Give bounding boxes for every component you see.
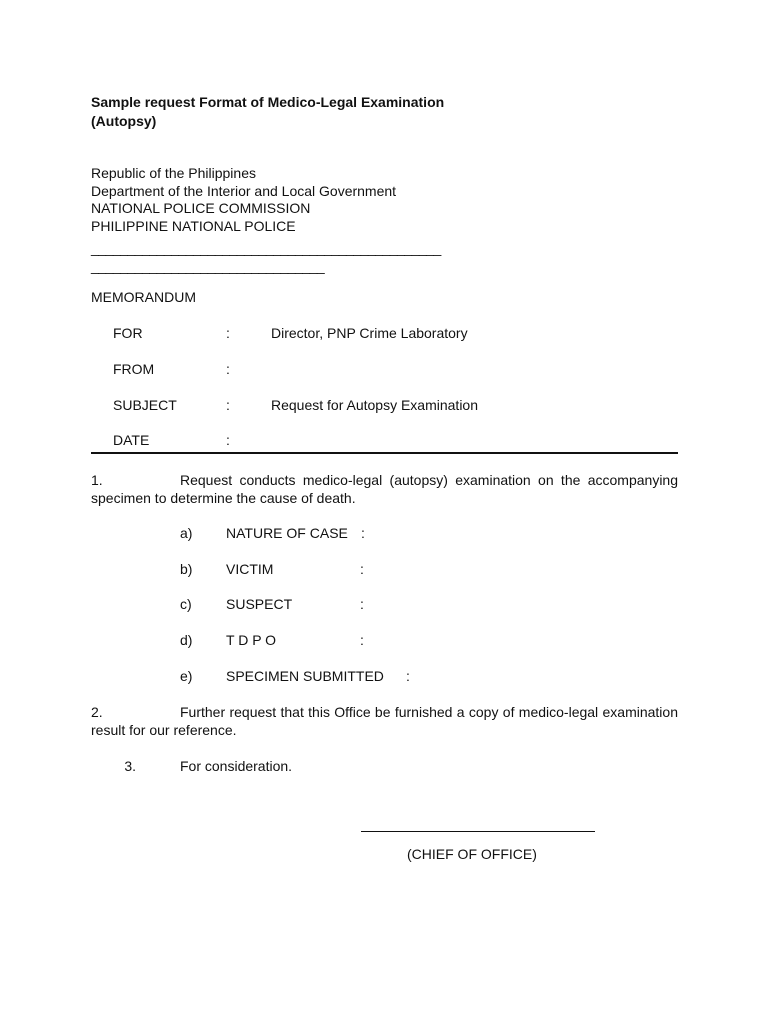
item-colon: : — [360, 561, 364, 577]
title-line-2: (Autopsy) — [91, 113, 157, 129]
item-name: SPECIMEN SUBMITTED — [226, 668, 384, 684]
paragraph-number: 2. — [91, 704, 103, 720]
item-name: VICTIM — [226, 561, 274, 577]
item-letter: d) — [180, 632, 193, 648]
item-name: SUSPECT — [226, 596, 293, 612]
paragraph-3 — [91, 757, 678, 775]
paragraph-text: Further request that this Office be furnished a copy of medico-legal examination result for our reference. — [91, 704, 678, 738]
letterhead — [91, 165, 396, 235]
field-label: FROM — [113, 361, 155, 377]
signature-line — [361, 831, 595, 832]
field-colon: : — [226, 361, 230, 377]
item-letter: a) — [180, 525, 193, 541]
blank-unit-line-2: ________________________________ — [91, 258, 325, 274]
paragraph-number: 1. — [91, 472, 103, 488]
field-colon: : — [226, 397, 230, 413]
field-label: DATE — [113, 432, 150, 448]
item-name: T D P O — [226, 632, 277, 648]
item-letter: b) — [180, 561, 193, 577]
paragraph-text: For consideration. — [180, 758, 293, 774]
field-colon: : — [226, 325, 230, 341]
paragraph-1 — [91, 471, 678, 507]
title-line-1: Sample request Format of Medico-Legal Examination — [91, 94, 445, 110]
item-letter: e) — [180, 668, 193, 684]
letterhead-line: Republic of the Philippines — [91, 165, 256, 181]
letterhead-line: NATIONAL POLICE COMMISSION — [91, 200, 311, 216]
item-colon: : — [360, 632, 364, 648]
item-colon: : — [406, 668, 410, 684]
field-colon: : — [226, 432, 230, 448]
blank-unit-line-1: ________________________________________________ — [91, 240, 441, 256]
field-label: FOR — [113, 325, 143, 341]
signature-label: (CHIEF OF OFFICE) — [407, 846, 537, 862]
field-label: SUBJECT — [113, 397, 177, 413]
document-title — [91, 93, 444, 131]
field-value: Request for Autopsy Examination — [271, 397, 479, 413]
item-colon: : — [361, 525, 365, 541]
paragraph-number: 3. — [124, 758, 136, 774]
letterhead-line: Department of the Interior and Local Government — [91, 182, 397, 199]
item-name: NATURE OF CASE — [226, 525, 348, 541]
paragraph-text: Request conducts medico-legal (autopsy) examination on the accompanying specimen to determine the cause of death. — [91, 472, 678, 506]
header-divider — [91, 452, 678, 454]
memo-heading: MEMORANDUM — [91, 289, 196, 305]
item-letter: c) — [180, 596, 192, 612]
paragraph-2 — [91, 703, 678, 739]
letterhead-line: PHILIPPINE NATIONAL POLICE — [91, 217, 296, 234]
item-colon: : — [360, 596, 364, 612]
field-value: Director, PNP Crime Laboratory — [271, 325, 468, 341]
